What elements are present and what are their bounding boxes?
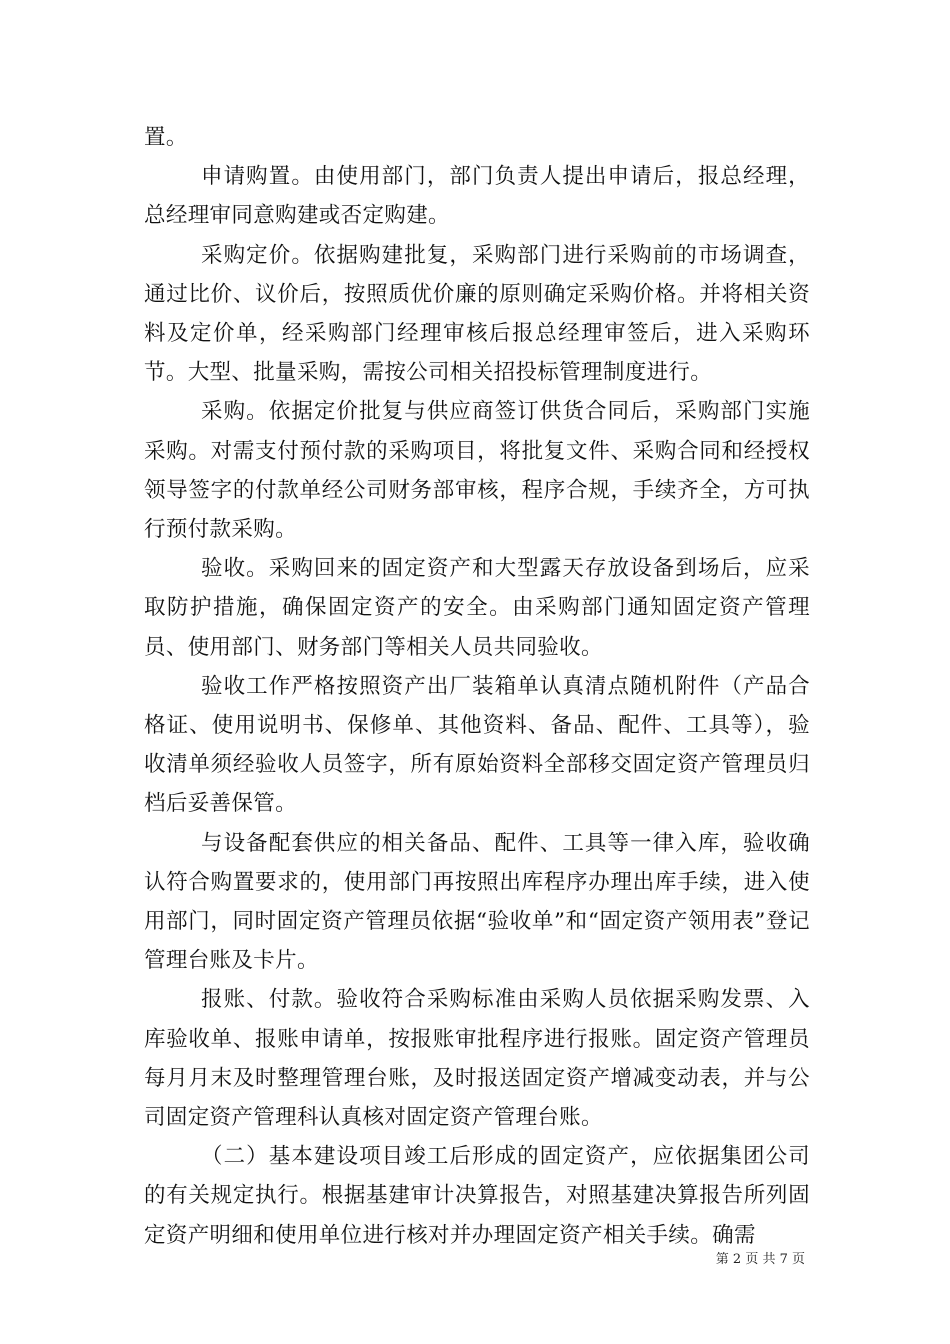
paragraph: （二）基本建设项目竣工后形成的固定资产，应依据集团公司的有关规定执行。根据基建审计决算报告，对照基建决算报告所列固定资产明细和使用单位进行核对并办理固定资产相关手续。确需 [144,1144,810,1248]
paragraph: 验收工作严格按照资产出厂装箱单认真清点随机附件（产品合格证、使用说明书、保修单、其他资料、备品、配件、工具等），验收清单须经验收人员签字，所有原始资料全部移交固定资产管理员归档后妥善保管。 [144,673,810,817]
document-body [144,118,810,1255]
page-number-footer: 第 2 页 共 7 页 [715,1252,805,1267]
paragraph: 验收。采购回来的固定资产和大型露天存放设备到场后，应采取防护措施，确保固定资产的安全。由采购部门通知固定资产管理员、使用部门、财务部门等相关人员共同验收。 [144,556,810,660]
paragraph: 报账、付款。验收符合采购标准由采购人员依据采购发票、入库验收单、报账申请单，按报账审批程序进行报账。固定资产管理员每月月末及时整理管理台账，及时报送固定资产增减变动表，并与公司固定资产管理科认真核对固定资产管理台账。 [144,987,810,1131]
paragraph: 采购定价。依据购建批复，采购部门进行采购前的市场调查，通过比价、议价后，按照质优价廉的原则确定采购价格。并将相关资料及定价单，经采购部门经理审核后报总经理审签后，进入采购环节。大型、批量采购，需按公司相关招投标管理制度进行。 [144,242,810,386]
paragraph: 与设备配套供应的相关备品、配件、工具等一律入库，验收确认符合购置要求的，使用部门再按照出库程序办理出库手续，进入使用部门，同时固定资产管理员依据“验收单”和“固定资产领用表”登记管理台账及卡片。 [144,830,810,974]
paragraph: 采购。依据定价批复与供应商签订供货合同后，采购部门实施采购。对需支付预付款的采购项目，将批复文件、采购合同和经授权领导签字的付款单经公司财务部审核，程序合规，手续齐全，方可执行预付款采购。 [144,399,810,543]
paragraph: 置。 [144,125,188,150]
paragraph: 申请购置。由使用部门，部门负责人提出申请后，报总经理，总经理审同意购建或否定购建。 [144,164,810,229]
